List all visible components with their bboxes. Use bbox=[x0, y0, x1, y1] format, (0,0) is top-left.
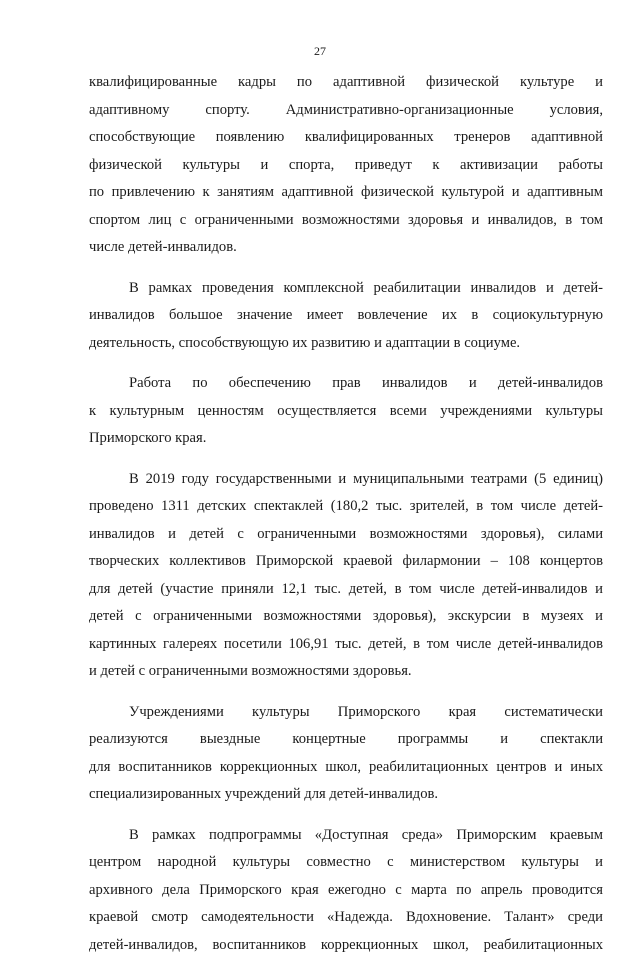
paragraph-gap bbox=[89, 809, 603, 822]
text-line: В рамках подпрограммы «Доступная среда» Приморским краевым bbox=[89, 822, 603, 850]
text-line: для воспитанников коррекционных школ, реабилитационных центров и иных bbox=[89, 754, 603, 782]
paragraph-gap bbox=[89, 453, 603, 466]
paragraph bbox=[89, 466, 603, 686]
text-line: детей с ограниченными возможностями здоровья), экскурсии в музеях и bbox=[89, 603, 603, 631]
text-line: Приморского края. bbox=[89, 425, 603, 453]
text-line: Работа по обеспечению прав инвалидов и детей-инвалидов bbox=[89, 370, 603, 398]
text-line: детей-инвалидов, воспитанников коррекционных школ, реабилитационных bbox=[89, 932, 603, 959]
text-line: специализированных учреждений для детей-инвалидов. bbox=[89, 781, 603, 809]
text-line: по привлечению к занятиям адаптивной физической культурой и адаптивным bbox=[89, 179, 603, 207]
text-line: В 2019 году государственными и муниципальными театрами (5 единиц) bbox=[89, 466, 603, 494]
text-line: инвалидов большое значение имеет вовлечение их в социокультурную bbox=[89, 302, 603, 330]
text-line: квалифицированные кадры по адаптивной физической культуре и bbox=[89, 69, 603, 97]
text-line: реализуются выездные концертные программы и спектакли bbox=[89, 726, 603, 754]
text-line: В рамках проведения комплексной реабилитации инвалидов и детей- bbox=[89, 275, 603, 303]
text-line: для детей (участие приняли 12,1 тыс. детей, в том числе детей-инвалидов и bbox=[89, 576, 603, 604]
text-line: краевой смотр самодеятельности «Надежда. Вдохновение. Талант» среди bbox=[89, 904, 603, 932]
paragraph-gap bbox=[89, 686, 603, 699]
text-line: и детей с ограниченными возможностями здоровья. bbox=[89, 658, 603, 686]
text-line: физической культуры и спорта, приведут к активизации работы bbox=[89, 152, 603, 180]
text-line: к культурным ценностям осуществляется всеми учреждениями культуры bbox=[89, 398, 603, 426]
text-line: спортом лиц с ограниченными возможностями здоровья и инвалидов, в том bbox=[89, 207, 603, 235]
paragraph-gap bbox=[89, 262, 603, 275]
text-line: адаптивному спорту. Административно-организационные условия, bbox=[89, 97, 603, 125]
text-line: способствующие появлению квалифицированных тренеров адаптивной bbox=[89, 124, 603, 152]
text-line: деятельность, способствующую их развитию и адаптации в социуме. bbox=[89, 330, 603, 358]
text-line: числе детей-инвалидов. bbox=[89, 234, 603, 262]
text-line: картинных галереях посетили 106,91 тыс. детей, в том числе детей-инвалидов bbox=[89, 631, 603, 659]
paragraph bbox=[89, 699, 603, 809]
text-line: творческих коллективов Приморской краевой филармонии – 108 концертов bbox=[89, 548, 603, 576]
text-line: Учреждениями культуры Приморского края систематически bbox=[89, 699, 603, 727]
paragraph bbox=[89, 370, 603, 453]
page-number: 27 bbox=[0, 44, 640, 58]
paragraph-gap bbox=[89, 357, 603, 370]
paragraph bbox=[89, 822, 603, 959]
paragraph bbox=[89, 69, 603, 262]
text-line: проведено 1311 детских спектаклей (180,2 тыс. зрителей, в том числе детей- bbox=[89, 493, 603, 521]
paragraph bbox=[89, 275, 603, 358]
document-body bbox=[89, 69, 603, 959]
text-line: архивного дела Приморского края ежегодно с марта по апрель проводится bbox=[89, 877, 603, 905]
text-line: центром народной культуры совместно с министерством культуры и bbox=[89, 849, 603, 877]
text-line: инвалидов и детей с ограниченными возможностями здоровья), силами bbox=[89, 521, 603, 549]
